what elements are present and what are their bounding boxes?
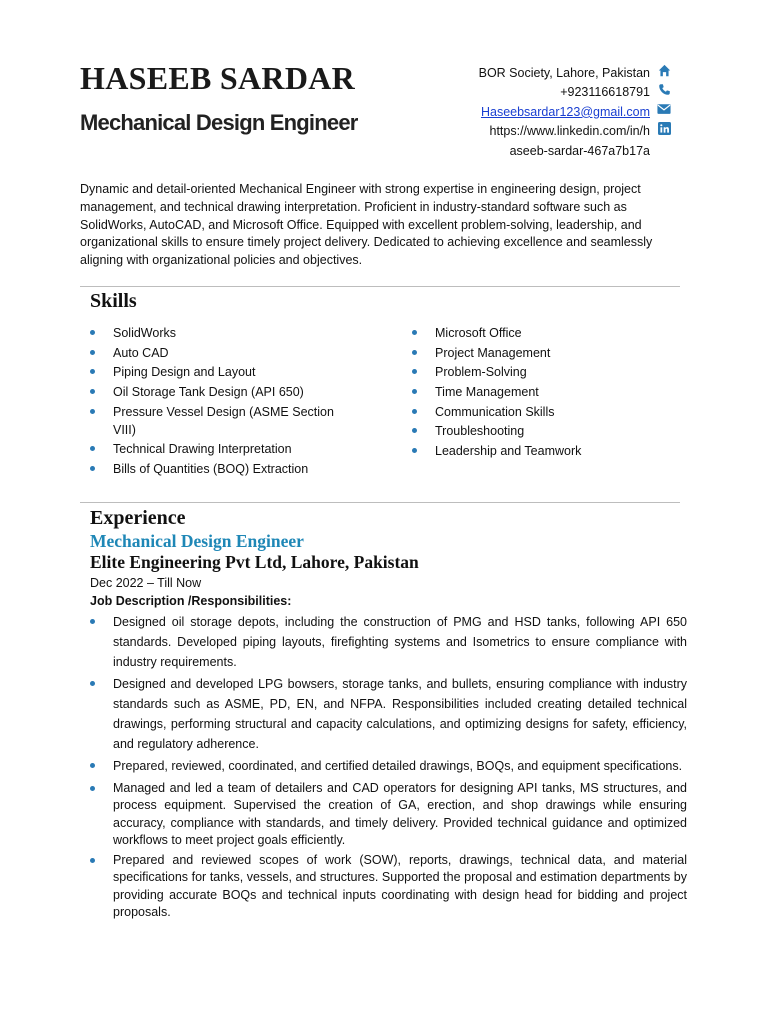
responsibility-item: Prepared, reviewed, coordinated, and certified detailed drawings, BOQs, and equipment specifications.: [90, 757, 687, 777]
responsibility-item: Designed oil storage depots, including the construction of PMG and HSD tanks, following API 650 standards. Developed piping layouts, firefighting systems and Isometrics to ensure compliance with industry requirements.: [90, 613, 687, 672]
skill-item: Microsoft Office: [412, 324, 672, 342]
contact-email-link[interactable]: Haseebsardar123@gmail.com: [480, 104, 650, 119]
skill-item: Technical Drawing Interpretation: [90, 440, 340, 458]
skill-item: Time Management: [412, 383, 672, 401]
contact-block: [372, 64, 672, 161]
skill-item: Oil Storage Tank Design (API 650): [90, 383, 340, 401]
responsibility-item: Designed and developed LPG bowsers, storage tanks, and bullets, ensuring compliance with industry standards such as ASME, PD, EN, and NFPA. Responsibilities included creating detailed technical drawings, performing structural and capacity calculations, and optimizing designs for safety, efficiency, and regulatory adherence.: [90, 675, 687, 754]
linkedin-icon: [656, 122, 672, 135]
candidate-name: HASEEB SARDAR: [80, 60, 356, 96]
mail-icon: [656, 103, 672, 115]
skill-item: Project Management: [412, 344, 672, 362]
contact-linkedin[interactable]: [490, 122, 651, 161]
skill-item: SolidWorks: [90, 324, 340, 342]
profile-summary: Dynamic and detail-oriented Mechanical Engineer with strong expertise in engineering design, project management, and technical drawing interpretation. Proficient in industry-standard software such as SolidWorks, AutoCAD, and Microsoft Office. Equipped with excellent problem-solving, leadership, and organizational skills to ensure timely project delivery. Dedicated to achieving excellence and seamlessly aligning with organizational policies and objectives.: [80, 182, 653, 267]
company-name: Elite Engineering Pvt Ltd, Lahore, Pakistan: [90, 552, 419, 572]
skills-list-left: [90, 324, 340, 480]
job-title: Mechanical Design Engineer: [90, 531, 304, 551]
responsibilities-list: [90, 613, 687, 924]
skill-item: Auto CAD: [90, 344, 340, 362]
skill-item: Bills of Quantities (BOQ) Extraction: [90, 460, 340, 478]
skills-heading: Skills: [90, 290, 137, 312]
skills-list-right: [412, 324, 672, 461]
section-divider: [80, 286, 680, 287]
contact-phone-row: [372, 83, 672, 102]
skill-item: Piping Design and Layout: [90, 363, 340, 381]
contact-email-row: [372, 103, 672, 122]
skill-item: Troubleshooting: [412, 422, 672, 440]
skill-item: Communication Skills: [412, 403, 672, 421]
skill-item: Pressure Vessel Design (ASME Section VIII): [90, 403, 340, 439]
responsibility-item: Prepared and reviewed scopes of work (SOW), reports, drawings, technical data, and material specifications for tanks, vessels, and structures. Supported the proposal and estimation departments by providing accurate BOQs and technical inputs coordinating with design head for bidding and project proposals.: [90, 852, 687, 921]
contact-address: BOR Society, Lahore, Pakistan: [478, 66, 650, 80]
phone-icon: [656, 83, 672, 96]
contact-address-row: [372, 64, 672, 83]
contact-linkedin-line1: https://www.linkedin.com/in/h: [489, 124, 650, 139]
skill-item: Leadership and Teamwork: [412, 442, 672, 460]
contact-phone: +923116618791: [560, 85, 650, 100]
responsibility-item: Managed and led a team of detailers and CAD operators for designing API tanks, MS structures, and process equipment. Supervised the creation of GA, erection, and shop drawings while ensuring accuracy, compliance with standards, and timely delivery. Provided technical guidance and optimized workflows to meet project goals efficiently.: [90, 780, 687, 849]
skill-item: Problem-Solving: [412, 363, 672, 381]
contact-linkedin-line2: aseeb-sardar-467a7b17a: [509, 143, 650, 158]
experience-heading: Experience: [90, 507, 186, 529]
home-icon: [656, 64, 672, 77]
job-dates: Dec 2022 – Till Now: [90, 576, 202, 590]
contact-linkedin-row: [372, 122, 672, 161]
candidate-role: Mechanical Design Engineer: [80, 110, 358, 135]
section-divider: [80, 502, 680, 503]
responsibilities-heading: Job Description /Responsibilities:: [90, 594, 292, 608]
